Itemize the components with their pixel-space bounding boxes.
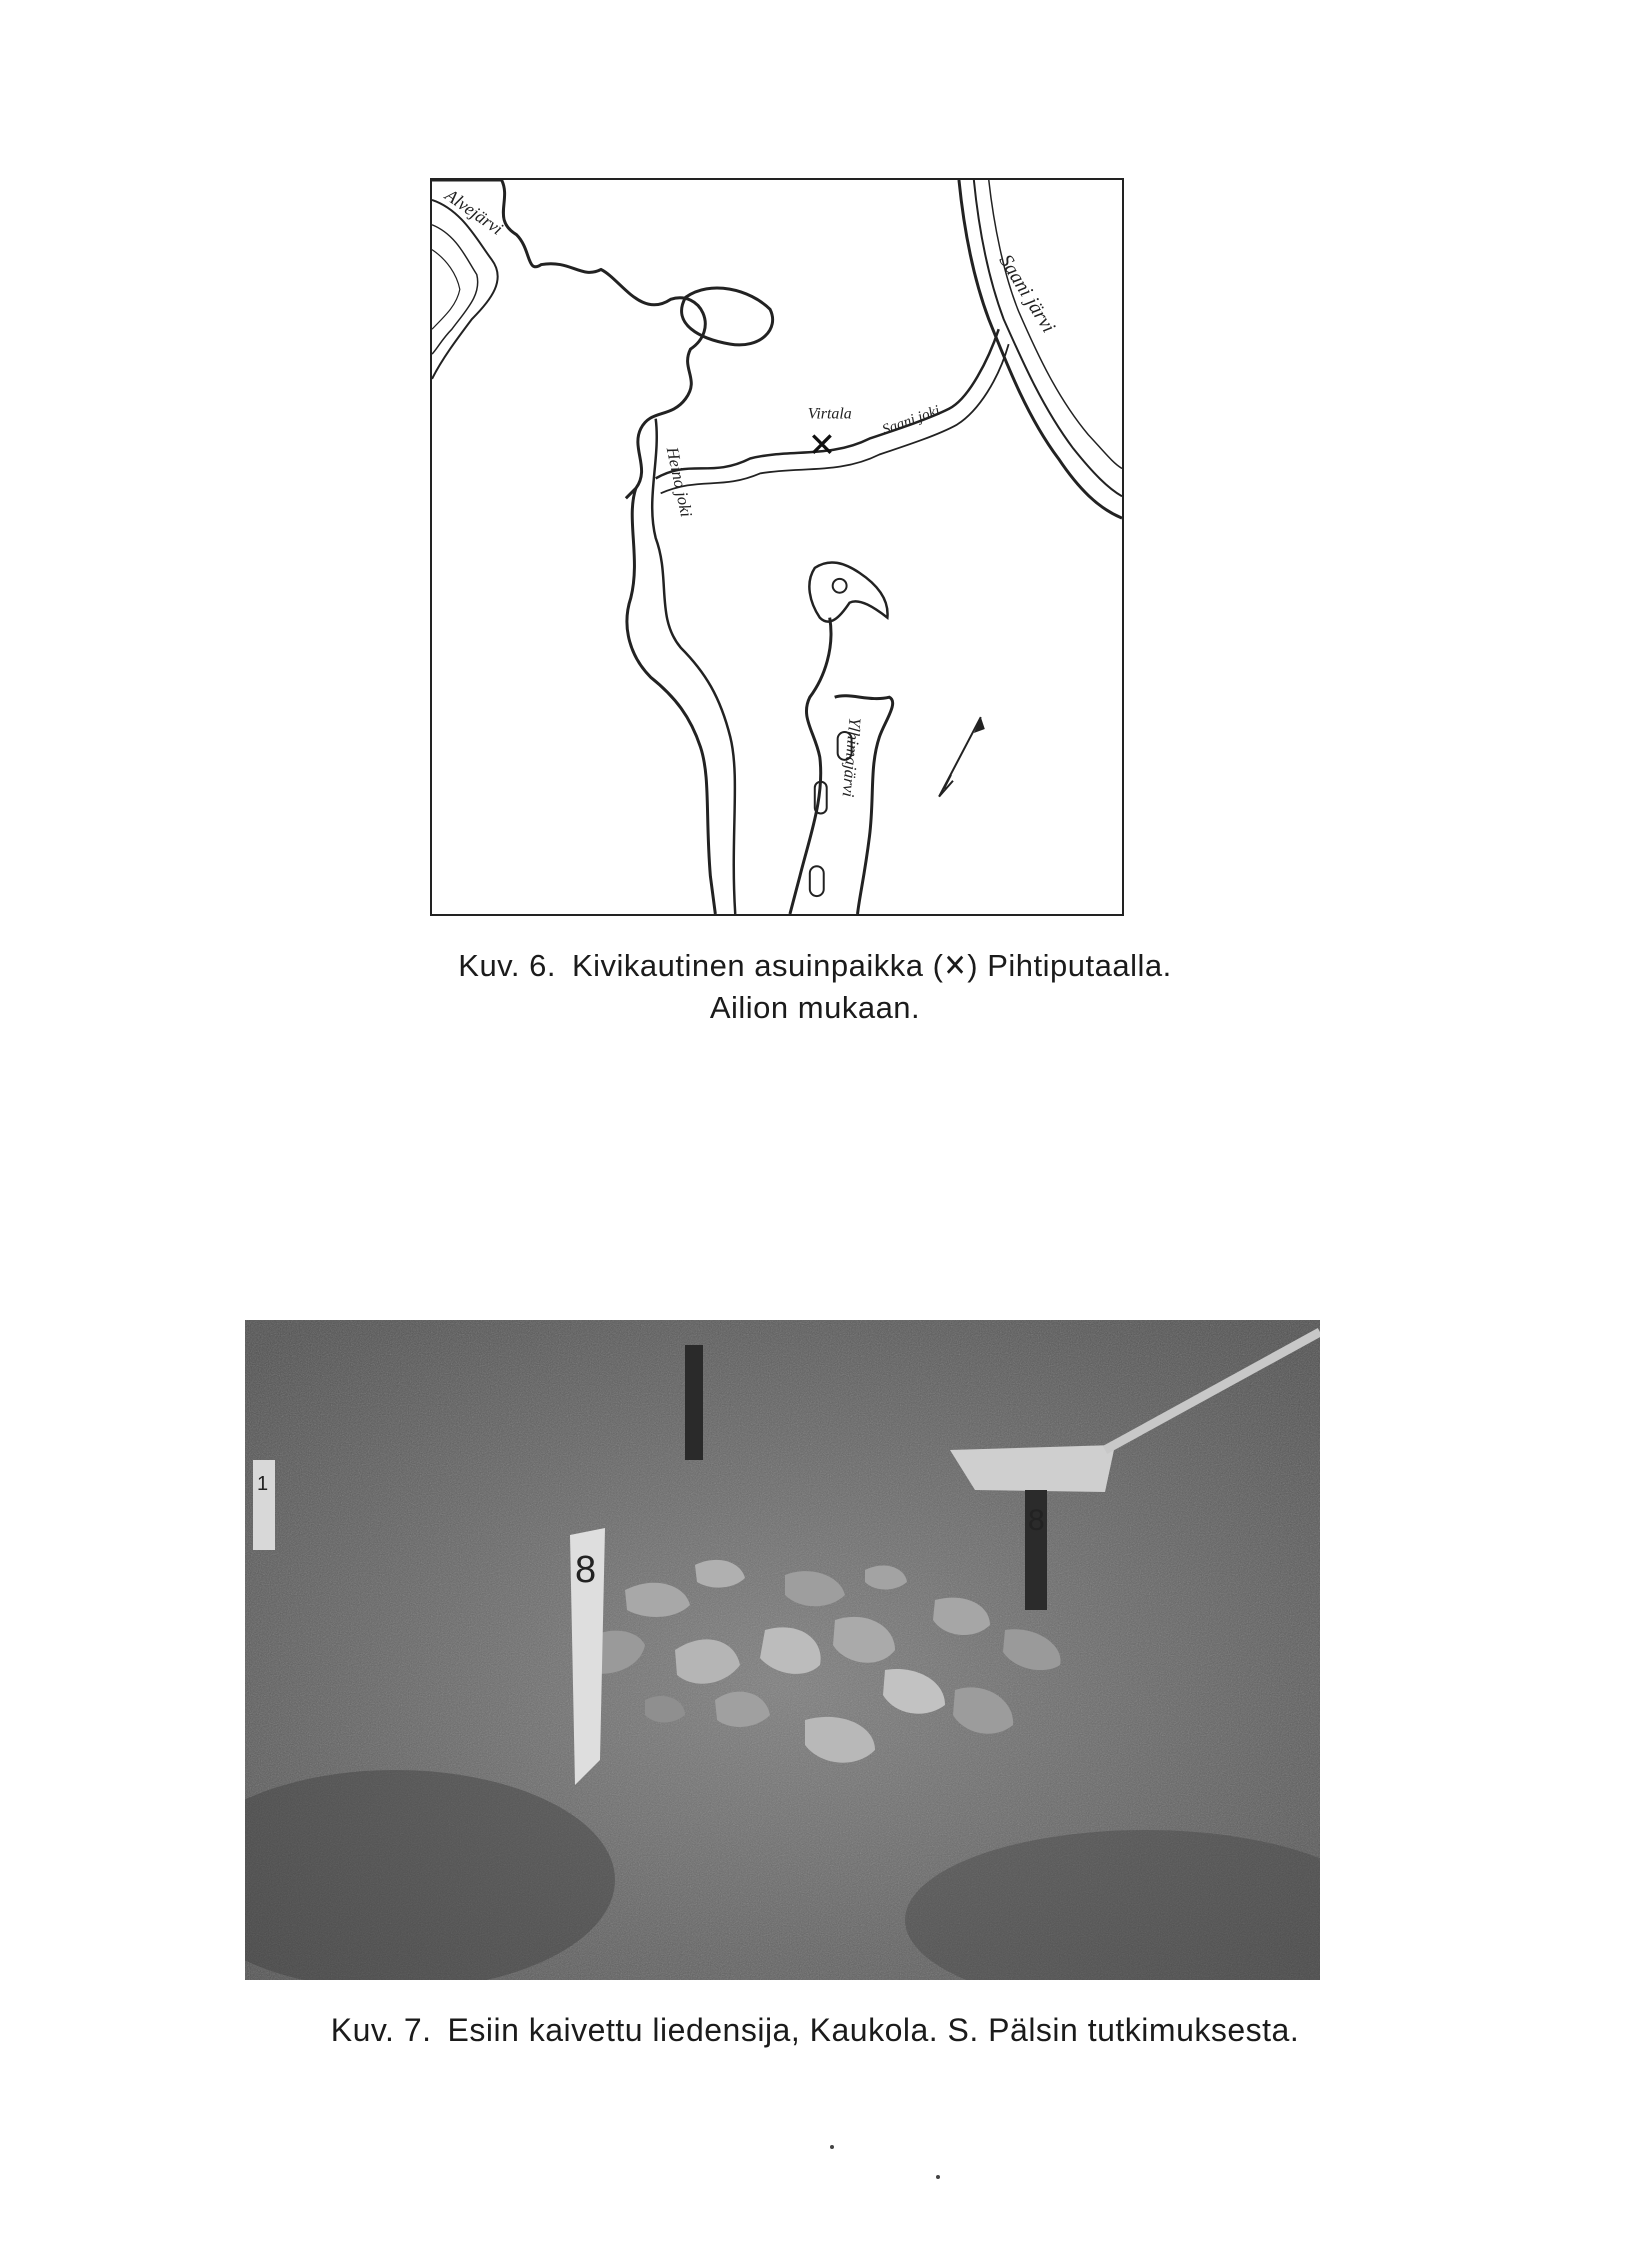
figure-6-number: Kuv. 6. xyxy=(458,948,556,983)
stake-label-front: 8 xyxy=(575,1549,597,1591)
print-speck xyxy=(936,2175,940,2179)
figure-6-caption xyxy=(0,948,1630,984)
map-label-heino-joki: Heino joki xyxy=(662,445,697,519)
north-arrow-icon xyxy=(939,717,985,797)
stake-back xyxy=(685,1345,703,1460)
figure-7-caption xyxy=(0,2012,1630,2049)
figure-7-photo xyxy=(245,1320,1320,1980)
map-drawing xyxy=(432,180,1122,914)
photo-hearth xyxy=(245,1320,1320,1980)
map-label-alvejarvi: Alvejärvi xyxy=(441,184,507,239)
river-west xyxy=(627,488,715,914)
stake-label-right: 8 xyxy=(1028,1504,1045,1537)
figure-6-caption-text: Kivikautinen asuinpaikka (✕) Pihtiputaalla. xyxy=(571,948,1172,983)
figure-7-caption-text: Esiin kaivettu liedensija, Kaukola. S. Pälsin tutkimuksesta. xyxy=(447,2012,1300,2048)
lake-shore-top-right xyxy=(959,180,1122,518)
site-marker-icon: ✕ xyxy=(807,426,837,465)
map-label-virtala: Virtala xyxy=(807,405,852,423)
map-label-saani-joki: Saani joki xyxy=(880,402,943,439)
map-label-saani-jarvi: Saani järvi xyxy=(994,250,1060,337)
figure-6-map xyxy=(430,178,1124,916)
figure-6-caption-line-2: Ailion mukaan. xyxy=(709,990,921,1025)
stake-label-left: 1 xyxy=(257,1473,269,1495)
map-label-ylhimajarvi: Ylhimajärvi xyxy=(838,716,865,798)
print-speck xyxy=(830,2145,834,2149)
figure-7-number: Kuv. 7. xyxy=(330,2012,432,2048)
